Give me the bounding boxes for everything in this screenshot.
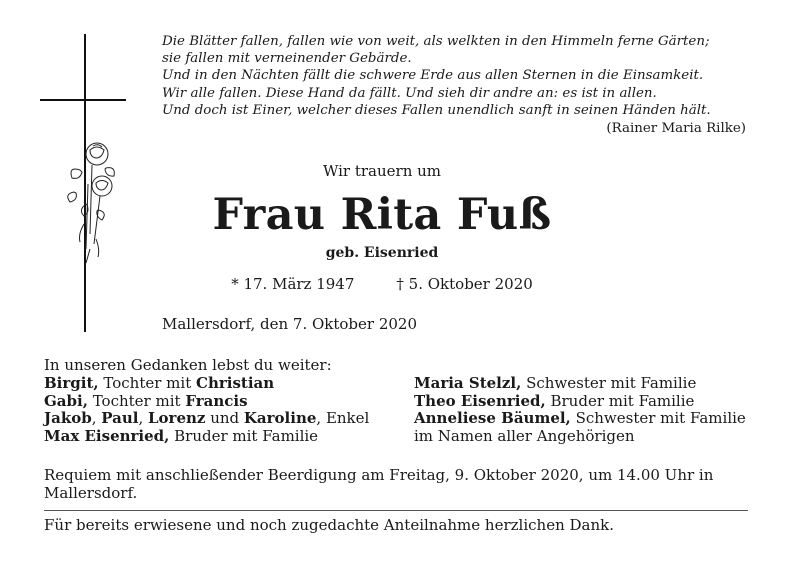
poem xyxy=(162,33,746,137)
divider xyxy=(44,510,748,511)
mourner-row xyxy=(414,375,746,393)
thanks-text: Für bereits erwiesene und noch zugedachte Anteilnahme herzlichen Dank. xyxy=(44,516,614,534)
poem-line-2: sie fallen mit verneinender Gebärde. xyxy=(162,51,412,67)
poem-line-3: Und in den Nächten fällt die schwere Erde aus allen Sternen in die Einsamkeit. xyxy=(162,68,704,84)
poem-line-1: Die Blätter fallen, fallen wie von weit, als welkten in den Himmeln ferne Gärten; xyxy=(162,34,710,49)
mourner-relation: im Namen aller Angehörigen xyxy=(414,426,635,445)
mourner-relation: und xyxy=(205,409,244,427)
mourner-row xyxy=(414,428,746,446)
intro-text: Wir trauern um xyxy=(322,162,442,180)
mourner-row xyxy=(44,393,369,411)
mourner-row xyxy=(44,410,369,428)
mourner-name: Christian xyxy=(196,374,275,392)
mourner-relation: , Enkel xyxy=(316,409,370,427)
death-date: † 5. Oktober 2020 xyxy=(396,275,533,293)
mourners-intro: In unseren Gedanken lebst du weiter: xyxy=(44,356,332,374)
mourner-name: Maria Stelzl, xyxy=(414,374,522,392)
poem-author: (Rainer Maria Rilke) xyxy=(606,121,746,137)
mourner-name: Anneliese Bäumel, xyxy=(414,409,571,427)
mourner-name: Birgit, xyxy=(44,374,99,392)
mourner-relation: Schwester mit Familie xyxy=(570,409,746,427)
deceased-name: Frau Rita Fuß xyxy=(212,190,552,240)
mourner-name: Gabi, xyxy=(44,391,88,410)
mourner-row xyxy=(44,375,369,393)
poem-line-5: Und doch ist Einer, welcher dieses Fallen unendlich sanft in seinen Händen hält. xyxy=(162,102,711,118)
mourner-name: Paul xyxy=(101,409,139,427)
mourner-name: Lorenz xyxy=(148,409,206,427)
mourner-relation: Schwester mit Familie xyxy=(521,374,697,392)
mourner-relation: Bruder mit Familie xyxy=(545,391,695,410)
mourner-row xyxy=(414,393,746,411)
life-dates xyxy=(162,275,602,293)
mourner-name: Theo Eisenried, xyxy=(414,391,546,410)
mourner-relation: , xyxy=(91,409,102,427)
mourner-name: Jakob xyxy=(44,409,92,427)
mourner-relation: , xyxy=(138,409,148,427)
poem-line-4: Wir alle fallen. Diese Hand da fällt. Und sieh dir andre an: es ist in allen. xyxy=(162,85,657,101)
mourners-left-column xyxy=(44,375,369,445)
mourner-name: Max Eisenried, xyxy=(44,426,170,445)
cross-with-roses-icon xyxy=(40,34,130,334)
mourners-right-column xyxy=(414,375,746,445)
mourner-name: Francis xyxy=(185,391,248,410)
mourner-relation: Tochter mit xyxy=(98,374,196,392)
place-date: Mallersdorf, den 7. Oktober 2020 xyxy=(162,315,418,333)
mourner-relation: Tochter mit xyxy=(87,391,186,410)
born-name: geb. Eisenried xyxy=(325,245,439,261)
mourner-name: Karoline xyxy=(243,409,317,427)
mourner-relation: Bruder mit Familie xyxy=(169,426,319,445)
mourner-row xyxy=(414,410,746,428)
requiem-text: Requiem mit anschließender Beerdigung am Freitag, 9. Oktober 2020, um 14.00 Uhr in Mallersdorf. xyxy=(44,466,714,502)
mourner-row xyxy=(44,428,369,446)
birth-date: * 17. März 1947 xyxy=(231,275,355,293)
